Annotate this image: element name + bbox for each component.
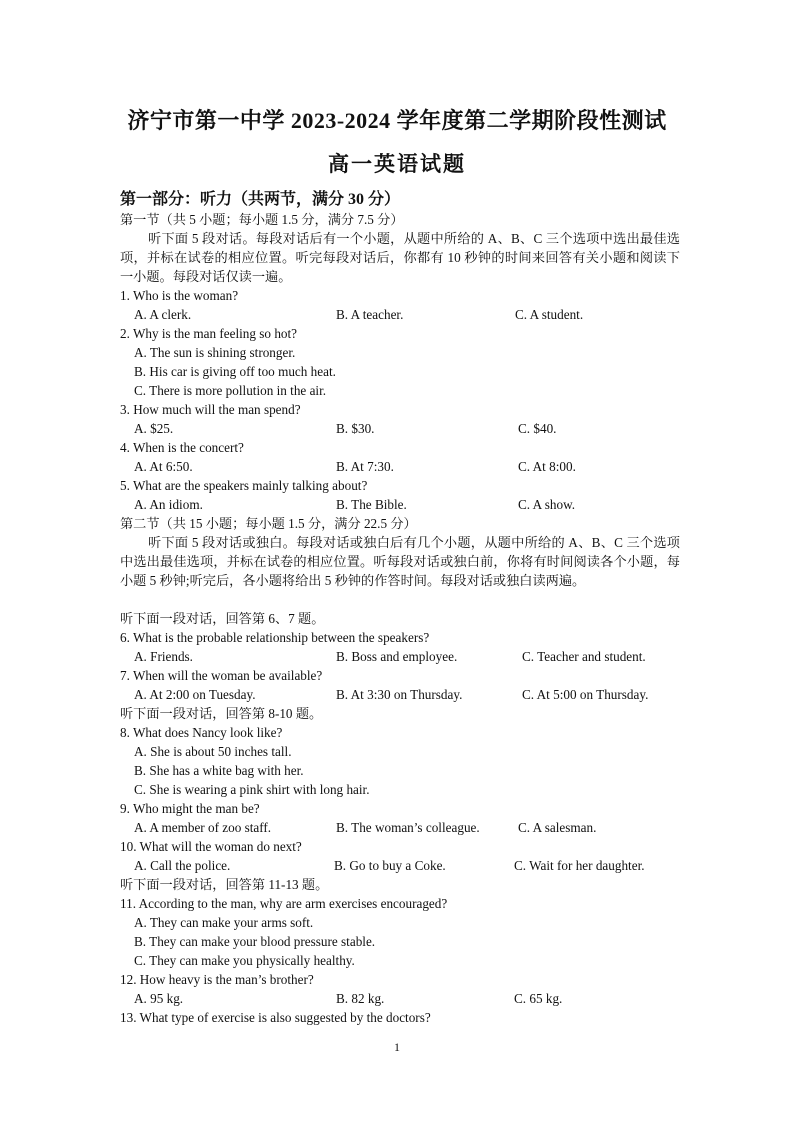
option-b: B. They can make your blood pressure stable. <box>134 934 376 949</box>
option-a: A. An idiom. <box>134 497 203 512</box>
option-c: C. A student. <box>515 307 584 322</box>
section2-heading: 第二节（共 15 小题；每小题 1.5 分，满分 22.5 分） <box>120 516 417 531</box>
option-a: A. The sun is shining stronger. <box>134 345 296 360</box>
option-c: C. At 5:00 on Thursday. <box>522 687 649 702</box>
option-c: C. At 8:00. <box>518 459 576 474</box>
section1-heading: 第一节（共 5 小题；每小题 1.5 分，满分 7.5 分） <box>120 212 404 227</box>
option-c: C. Teacher and student. <box>522 649 646 664</box>
option-c: C. A salesman. <box>518 820 597 835</box>
question-5-stem: 5. What are the speakers mainly talking about? <box>120 478 368 493</box>
section2-instructions: 听下面 5 段对话或独白。每段对话或独白后有几个小题，从题中所给的 A、B、C 三个选项中选出最佳选项，并标在试卷的相应位置。听每段对话或独白前，你将有时间阅读各个小题，每小题 5 秒钟;听完后，各小题将给出 5 秒钟的作答时间。每段对话或独白读两遍。 <box>120 535 680 588</box>
question-1-stem: 1. Who is the woman? <box>120 288 239 303</box>
option-a: A. At 6:50. <box>134 459 193 474</box>
option-a: A. Friends. <box>134 649 193 664</box>
section1-instructions: 听下面 5 段对话。每段对话后有一个小题，从题中所给的 A、B、C 三个选项中选出最佳选项，并标在试卷的相应位置。听完每段对话后，你都有 10 秒钟的时间来回答有关小题和阅读下一小题。每段对话仅读一遍。 <box>120 231 680 284</box>
option-a: A. She is about 50 inches tall. <box>134 744 292 759</box>
option-b: B. Boss and employee. <box>336 649 458 664</box>
option-a: A. They can make your arms soft. <box>134 915 314 930</box>
option-a: A. A clerk. <box>134 307 192 322</box>
question-9-options <box>120 818 680 837</box>
part1-heading: 第一部分：听力（共两节，满分 30 分） <box>120 191 401 208</box>
option-c: C. They can make you physically healthy. <box>134 953 355 968</box>
option-b: B. At 3:30 on Thursday. <box>336 687 463 702</box>
option-b: B. A teacher. <box>336 307 404 322</box>
question-11-stem: 11. According to the man, why are arm exercises encouraged? <box>120 896 448 911</box>
option-c: C. Wait for her daughter. <box>514 858 645 873</box>
page-number: 1 <box>394 1040 400 1054</box>
option-a: A. A member of zoo staff. <box>134 820 272 835</box>
question-3-options <box>120 419 680 438</box>
question-10-stem: 10. What will the woman do next? <box>120 839 302 854</box>
option-b: B. His car is giving off too much heat. <box>134 364 336 379</box>
question-2-stem: 2. Why is the man feeling so hot? <box>120 326 298 341</box>
exam-content <box>120 210 680 1027</box>
option-a: A. 95 kg. <box>134 991 184 1006</box>
option-a: A. Call the police. <box>134 858 231 873</box>
question-5-options <box>120 495 680 514</box>
question-7-stem: 7. When will the woman be available? <box>120 668 323 683</box>
option-b: B. She has a white bag with her. <box>134 763 304 778</box>
question-1-options <box>120 305 680 324</box>
question-9-stem: 9. Who might the man be? <box>120 801 260 816</box>
option-b: B. At 7:30. <box>336 459 394 474</box>
option-b: B. The Bible. <box>336 497 407 512</box>
question-13-stem: 13. What type of exercise is also suggested by the doctors? <box>120 1010 431 1025</box>
option-c: C. $40. <box>518 421 557 436</box>
dialogue-cue: 听下面一段对话，回答第 11-13 题。 <box>120 877 329 892</box>
exam-subtitle: 高一英语试题 <box>328 152 466 176</box>
option-c: C. A show. <box>518 497 576 512</box>
option-a: A. At 2:00 on Tuesday. <box>134 687 256 702</box>
option-c: C. 65 kg. <box>514 991 563 1006</box>
option-a: A. $25. <box>134 421 174 436</box>
option-c: C. She is wearing a pink shirt with long hair. <box>134 782 370 797</box>
exam-title: 济宁市第一中学 2023-2024 学年度第二学期阶段性测试 <box>127 108 667 133</box>
dialogue-cue: 听下面一段对话，回答第 6、7 题。 <box>120 611 325 626</box>
question-4-stem: 4. When is the concert? <box>120 440 244 455</box>
question-3-stem: 3. How much will the man spend? <box>120 402 301 417</box>
question-4-options <box>120 457 680 476</box>
question-12-options <box>120 989 680 1008</box>
dialogue-cue: 听下面一段对话，回答第 8-10 题。 <box>120 706 323 721</box>
option-b: B. The woman’s colleague. <box>336 820 480 835</box>
question-7-options <box>120 685 680 704</box>
question-6-stem: 6. What is the probable relationship between the speakers? <box>120 630 430 645</box>
option-c: C. There is more pollution in the air. <box>134 383 327 398</box>
question-6-options <box>120 647 680 666</box>
option-b: B. Go to buy a Coke. <box>334 858 446 873</box>
question-8-stem: 8. What does Nancy look like? <box>120 725 283 740</box>
option-b: B. 82 kg. <box>336 991 385 1006</box>
question-12-stem: 12. How heavy is the man’s brother? <box>120 972 314 987</box>
question-10-options <box>120 856 680 875</box>
option-b: B. $30. <box>336 421 375 436</box>
